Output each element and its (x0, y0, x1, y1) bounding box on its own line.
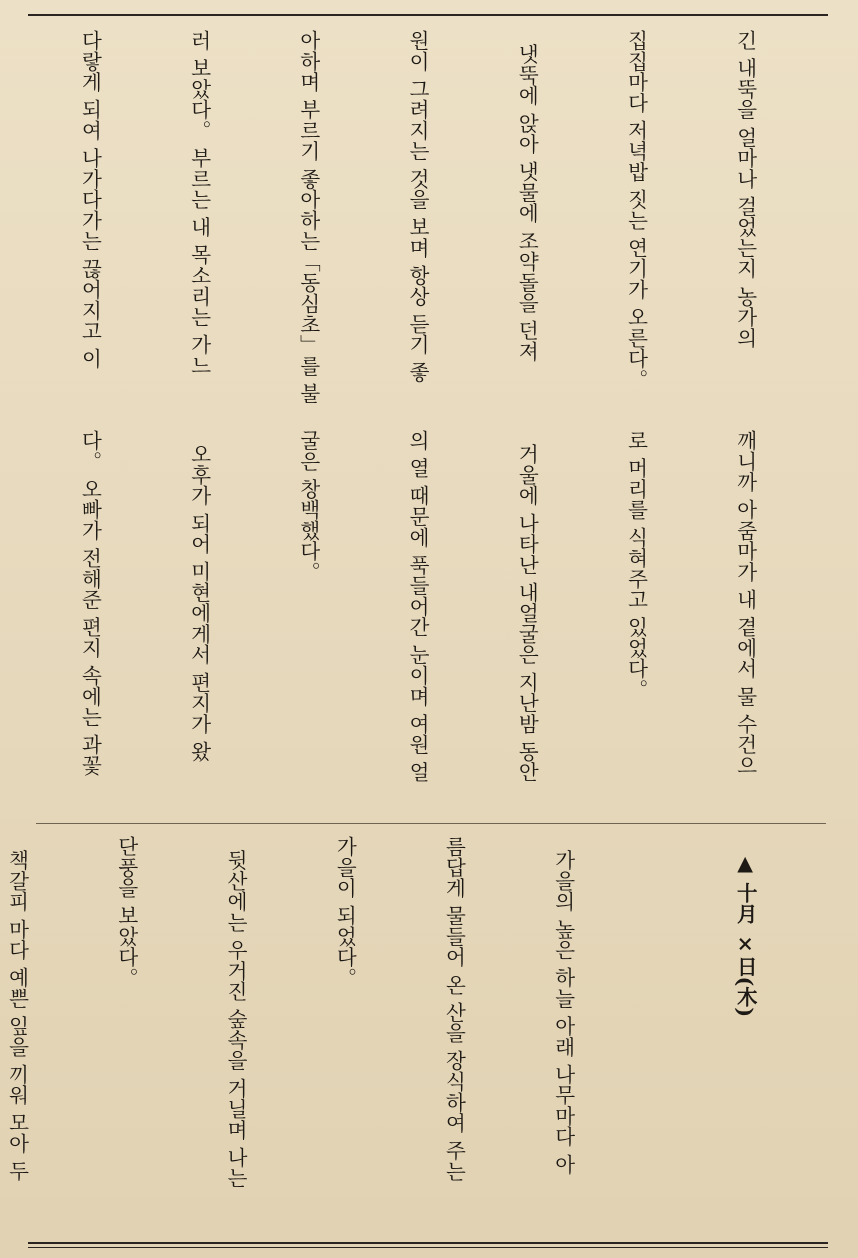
text-line: 단풍을 보았다。 (114, 836, 139, 989)
text-line: 오후가 되어 미현에게서 편지가 왔 (187, 430, 212, 762)
text-line: 거울에 나타난 내얼굴은 지난밤 동안 (514, 430, 539, 783)
text-block-top (0, 30, 836, 420)
text-line: 뒷산에는 우거진 숲속을 거닐며 나는 (223, 836, 248, 1189)
date-heading: ▲ 十月 ×日(木) (733, 836, 758, 1018)
text-line: 아하며 부르기 좋아하는「동심초」를 불 (296, 30, 321, 404)
section-divider (36, 823, 826, 824)
top-rule (28, 14, 828, 16)
text-line: 원이 그려지는 것을 보며 항상 듣기 좋 (405, 30, 430, 383)
text-line: 깨니까 아줌마가 내 곁에서 물 수건으 (733, 430, 758, 776)
text-line: 의 열 때문에 푹들어간 눈이며 여원 얼 (405, 430, 430, 783)
text-line: 러 보았다。 부르는 내 목소리는 가느 (187, 30, 212, 376)
text-line: 가을이 되었다。 (332, 836, 357, 989)
text-block-middle (0, 430, 836, 815)
text-line: 다랗게 되여 나가다가는 끊어지고 이 (77, 30, 102, 369)
text-line: 긴 내뚝을 얼마나 걸었는지 농가의 (733, 30, 758, 349)
text-line: 다。 오빠가 전해준 편지 속에는 과꽃 (77, 430, 102, 776)
text-line: 름답게 물들어 온 산을 장식하여 주는 (441, 836, 466, 1182)
text-line: 냇뚝에 앉아 냇물에 조약돌을 던져 (514, 30, 539, 362)
text-line: 가을의 높은 하늘 아래 나무마다 아 (551, 836, 576, 1175)
text-line: 책갈피 마다 예쁜 잎을 끼워 모아 두 (5, 836, 30, 1182)
bottom-rule-thin (28, 1247, 828, 1248)
text-line: 로 머리를 식혀주고 있었다。 (623, 430, 648, 700)
text-block-bottom (0, 836, 836, 1231)
bottom-rule (28, 1242, 828, 1244)
text-line: 굴은 창백했다。 (296, 430, 321, 583)
text-line: 집집마다 저녁밥 짓는 연기가 오른다。 (623, 30, 648, 390)
